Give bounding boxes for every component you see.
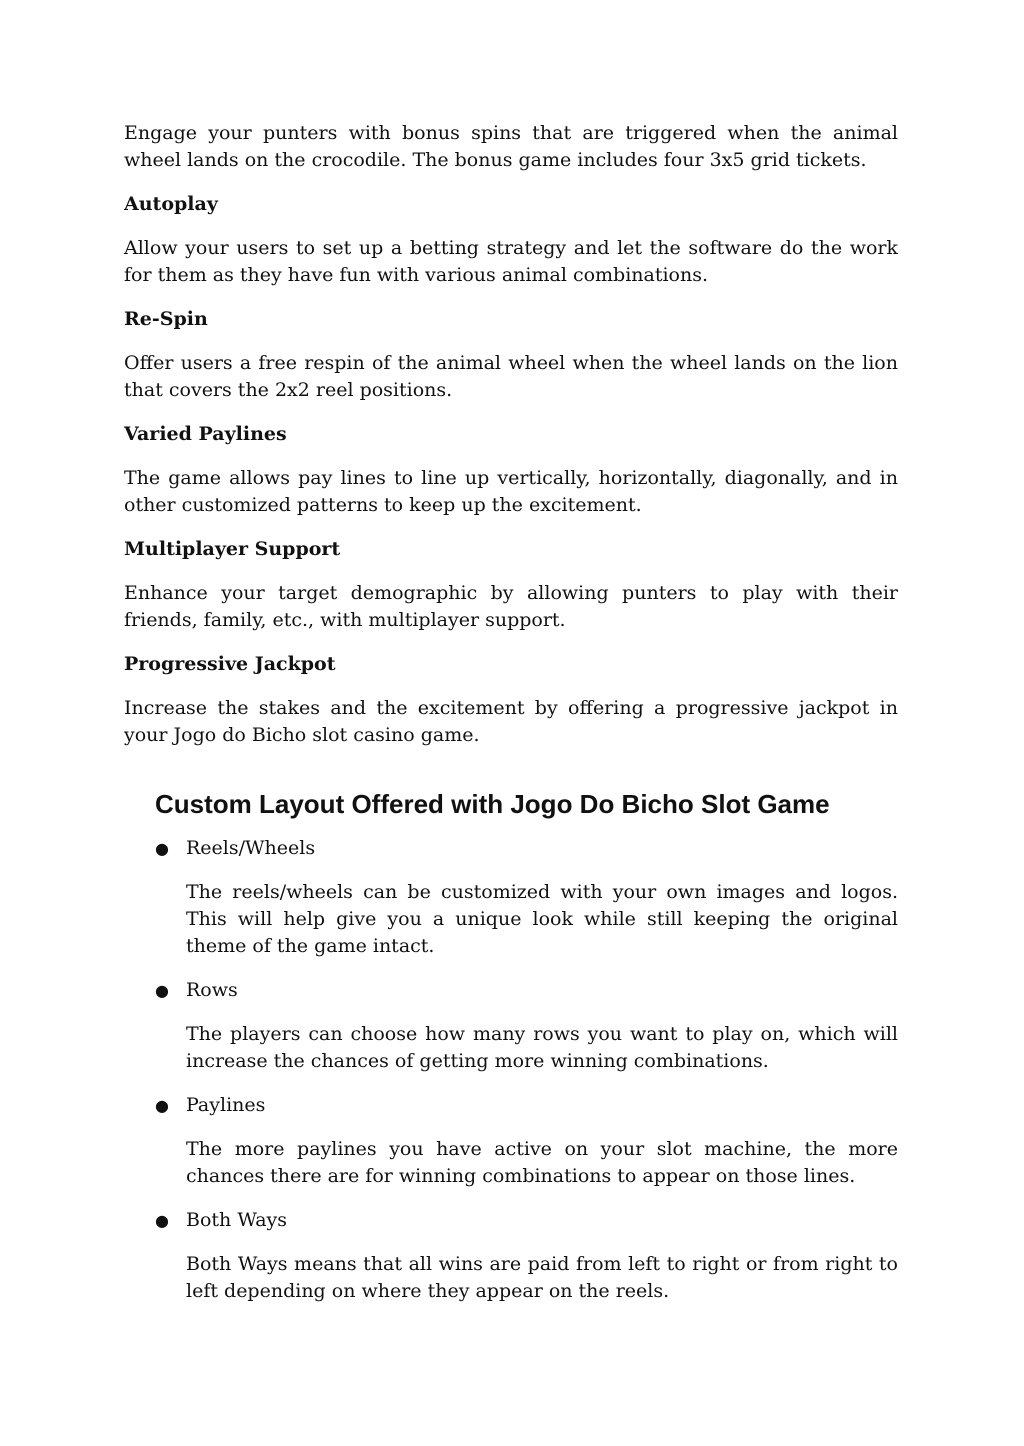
list-item <box>124 1207 898 1305</box>
list-item-label-row <box>124 977 898 1004</box>
list-item-label-row <box>124 1092 898 1119</box>
list-item-label-row <box>124 835 898 862</box>
respin-heading: Re-Spin <box>124 308 208 330</box>
paylines-description: The more paylines you have active on your slot machine, the more chances there are for winning combinations to appear on those lines. <box>186 1138 898 1187</box>
autoplay-paragraph: Allow your users to set up a betting strategy and let the software do the work for them as they have fun with various animal combinations. <box>124 237 898 286</box>
rows-description: The players can choose how many rows you want to play on, which will increase the chances of getting more winning combinations. <box>186 1023 898 1072</box>
list-item <box>124 835 898 960</box>
list-item <box>124 977 898 1075</box>
multiplayer-support-paragraph: Enhance your target demographic by allowing punters to play with their friends, family, etc., with multiplayer support. <box>124 582 898 631</box>
bullet-icon: ● <box>155 1096 169 1115</box>
bonus-spins-paragraph: Engage your punters with bonus spins that are triggered when the animal wheel lands on the crocodile. The bonus game includes four 3x5 grid tickets. <box>124 122 898 171</box>
reels-wheels-label: Reels/Wheels <box>186 837 316 859</box>
reels-wheels-description: The reels/wheels can be customized with your own images and logos. This will help give you a unique look while still keeping the original theme of the game intact. <box>186 881 898 957</box>
varied-paylines-paragraph: The game allows pay lines to line up vertically, horizontally, diagonally, and in other customized patterns to keep up the excitement. <box>124 467 898 516</box>
autoplay-heading: Autoplay <box>124 193 218 215</box>
custom-layout-list <box>124 835 898 1305</box>
rows-label: Rows <box>186 979 238 1001</box>
list-item <box>124 1092 898 1190</box>
custom-layout-section-title: Custom Layout Offered with Jogo Do Bicho Slot Game <box>155 789 830 819</box>
bullet-icon: ● <box>155 839 169 858</box>
progressive-jackpot-heading: Progressive Jackpot <box>124 653 336 675</box>
progressive-jackpot-paragraph: Increase the stakes and the excitement by offering a progressive jackpot in your Jogo do Bicho slot casino game. <box>124 697 898 746</box>
respin-paragraph: Offer users a free respin of the animal wheel when the wheel lands on the lion that covers the 2x2 reel positions. <box>124 352 898 401</box>
bullet-icon: ● <box>155 1211 169 1230</box>
paylines-label: Paylines <box>186 1094 266 1116</box>
document-page <box>124 120 898 1322</box>
both-ways-description: Both Ways means that all wins are paid from left to right or from right to left depending on where they appear on the reels. <box>186 1253 898 1302</box>
bullet-icon: ● <box>155 981 169 1000</box>
multiplayer-support-heading: Multiplayer Support <box>124 538 341 560</box>
both-ways-label: Both Ways <box>186 1209 288 1231</box>
list-item-label-row <box>124 1207 898 1234</box>
varied-paylines-heading: Varied Paylines <box>124 423 287 445</box>
